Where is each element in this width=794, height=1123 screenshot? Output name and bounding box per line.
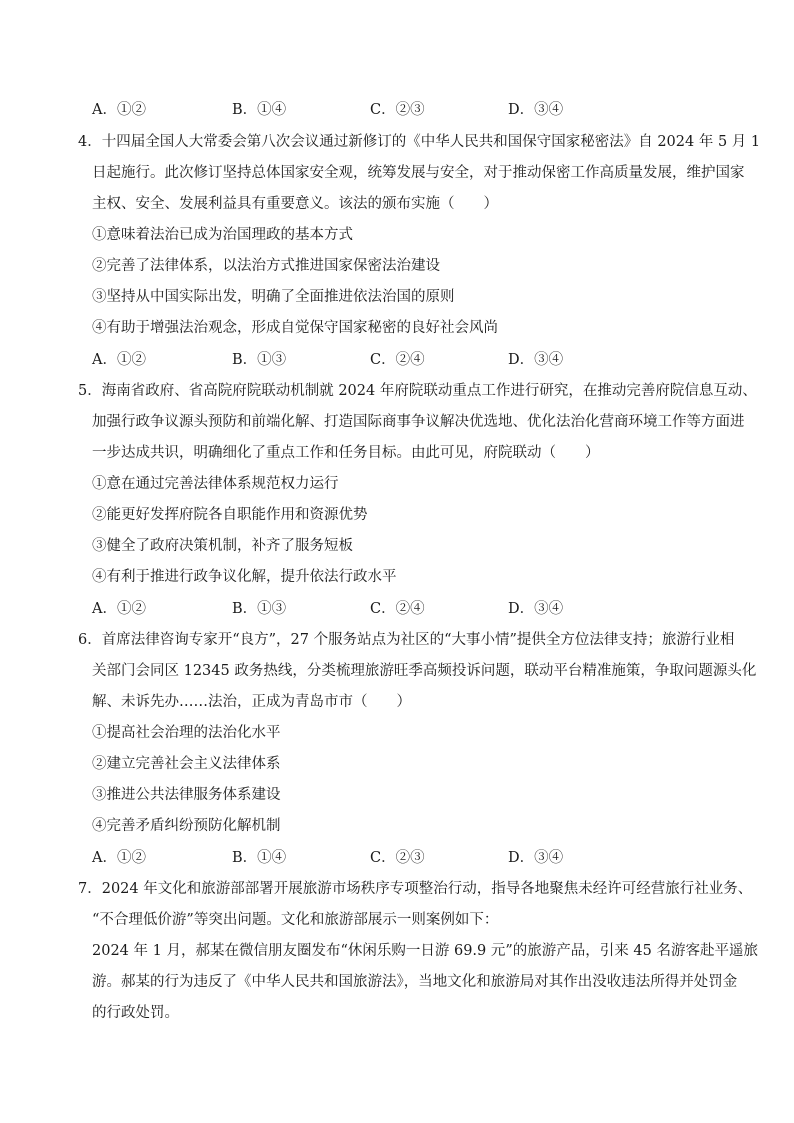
q6-choice-a[interactable]: A．①②	[92, 850, 146, 866]
q7-stem-line-1: 7．2024 年文化和旅游部部署开展旅游市场秩序专项整治行动，指导各地聚焦未经许可经营旅行社业务、	[78, 881, 753, 897]
q3-choice-a[interactable]: A．①②	[92, 102, 146, 118]
q6-choices	[92, 848, 712, 868]
q6-stem-line-3: 解、未诉先办……法治，正成为青岛市市（ ）	[92, 694, 411, 710]
q6-choice-d[interactable]: D．③④	[508, 850, 564, 866]
q6-option-4: ④完善矛盾纠纷预防化解机制	[92, 818, 281, 834]
q7-case-line-1: 2024 年 1 月，郝某在微信朋友圈发布“休闲乐购一日游 69.9 元”的旅游产品，引来 45 名游客赴平遥旅	[92, 943, 758, 959]
q4-choice-b[interactable]: B．①③	[232, 352, 287, 368]
q4-option-3: ③坚持从中国实际出发，明确了全面推进依法治国的原则	[92, 289, 455, 305]
q4-stem-line-1: 4．十四届全国人大常委会第八次会议通过新修订的《中华人民共和国保守国家秘密法》自 2024 年 5 月 1	[78, 134, 761, 150]
q5-option-1: ①意在通过完善法律体系规范权力运行	[92, 476, 339, 492]
q4-choice-d[interactable]: D．③④	[508, 352, 564, 368]
q4-choices	[92, 350, 712, 370]
q6-choice-c[interactable]: C．②③	[370, 850, 425, 866]
q6-option-1: ①提高社会治理的法治化水平	[92, 725, 281, 741]
q7-stem-line-2: “不合理低价游”等突出问题。文化和旅游部展示一则案例如下：	[92, 912, 499, 928]
q7-case-line-3: 的行政处罚。	[92, 1005, 179, 1021]
q3-choices	[92, 100, 712, 120]
q5-stem-line-3: 一步达成共识，明确细化了重点工作和任务目标。由此可见，府院联动（ ）	[92, 445, 600, 461]
q4-stem-line-3: 主权、安全、发展利益具有重要意义。该法的颁布实施（ ）	[92, 196, 498, 212]
q6-option-2: ②建立完善社会主义法律体系	[92, 756, 281, 772]
q3-choice-b[interactable]: B．①④	[232, 102, 287, 118]
q4-option-2: ②完善了法律体系，以法治方式推进国家保密法治建设	[92, 258, 440, 274]
q5-choice-c[interactable]: C．②④	[370, 601, 425, 617]
q6-choice-b[interactable]: B．①④	[232, 850, 287, 866]
q5-option-4: ④有利于推进行政争议化解，提升依法行政水平	[92, 569, 397, 585]
q4-choice-a[interactable]: A．①②	[92, 352, 146, 368]
q5-choice-d[interactable]: D．③④	[508, 601, 564, 617]
q4-choice-c[interactable]: C．②④	[370, 352, 425, 368]
q4-option-1: ①意味着法治已成为治国理政的基本方式	[92, 227, 353, 243]
q6-stem-line-1: 6．首席法律咨询专家开“良方”，27 个服务站点为社区的“大事小情”提供全方位法律支持；旅游行业相	[78, 632, 735, 648]
q5-stem-line-1: 5．海南省政府、省高院府院联动机制就 2024 年府院联动重点工作进行研究，在推动完善府院信息互动、	[78, 383, 757, 399]
q3-choice-c[interactable]: C．②③	[370, 102, 425, 118]
q5-choice-a[interactable]: A．①②	[92, 601, 146, 617]
q3-choice-d[interactable]: D．③④	[508, 102, 564, 118]
q5-option-2: ②能更好发挥府院各自职能作用和资源优势	[92, 507, 368, 523]
q4-stem-line-2: 日起施行。此次修订坚持总体国家安全观，统筹发展与安全，对于推动保密工作高质量发展，维护国家	[92, 165, 745, 181]
q7-case-line-2: 游。郝某的行为违反了《中华人民共和国旅游法》，当地文化和旅游局对其作出没收违法所得并处罚金	[92, 974, 738, 990]
q5-choices	[92, 599, 712, 619]
q5-stem-line-2: 加强行政争议源头预防和前端化解、打造国际商事争议解决优选地、优化法治化营商环境工作等方面进	[92, 414, 745, 430]
q4-option-4: ④有助于增强法治观念，形成自觉保守国家秘密的良好社会风尚	[92, 320, 498, 336]
q6-stem-line-2: 关部门会同区 12345 政务热线，分类梳理旅游旺季高频投诉问题，联动平台精准施策，争取问题源头化	[92, 663, 757, 679]
q5-choice-b[interactable]: B．①③	[232, 601, 287, 617]
q5-option-3: ③健全了政府决策机制，补齐了服务短板	[92, 538, 353, 554]
q6-option-3: ③推进公共法律服务体系建设	[92, 787, 281, 803]
